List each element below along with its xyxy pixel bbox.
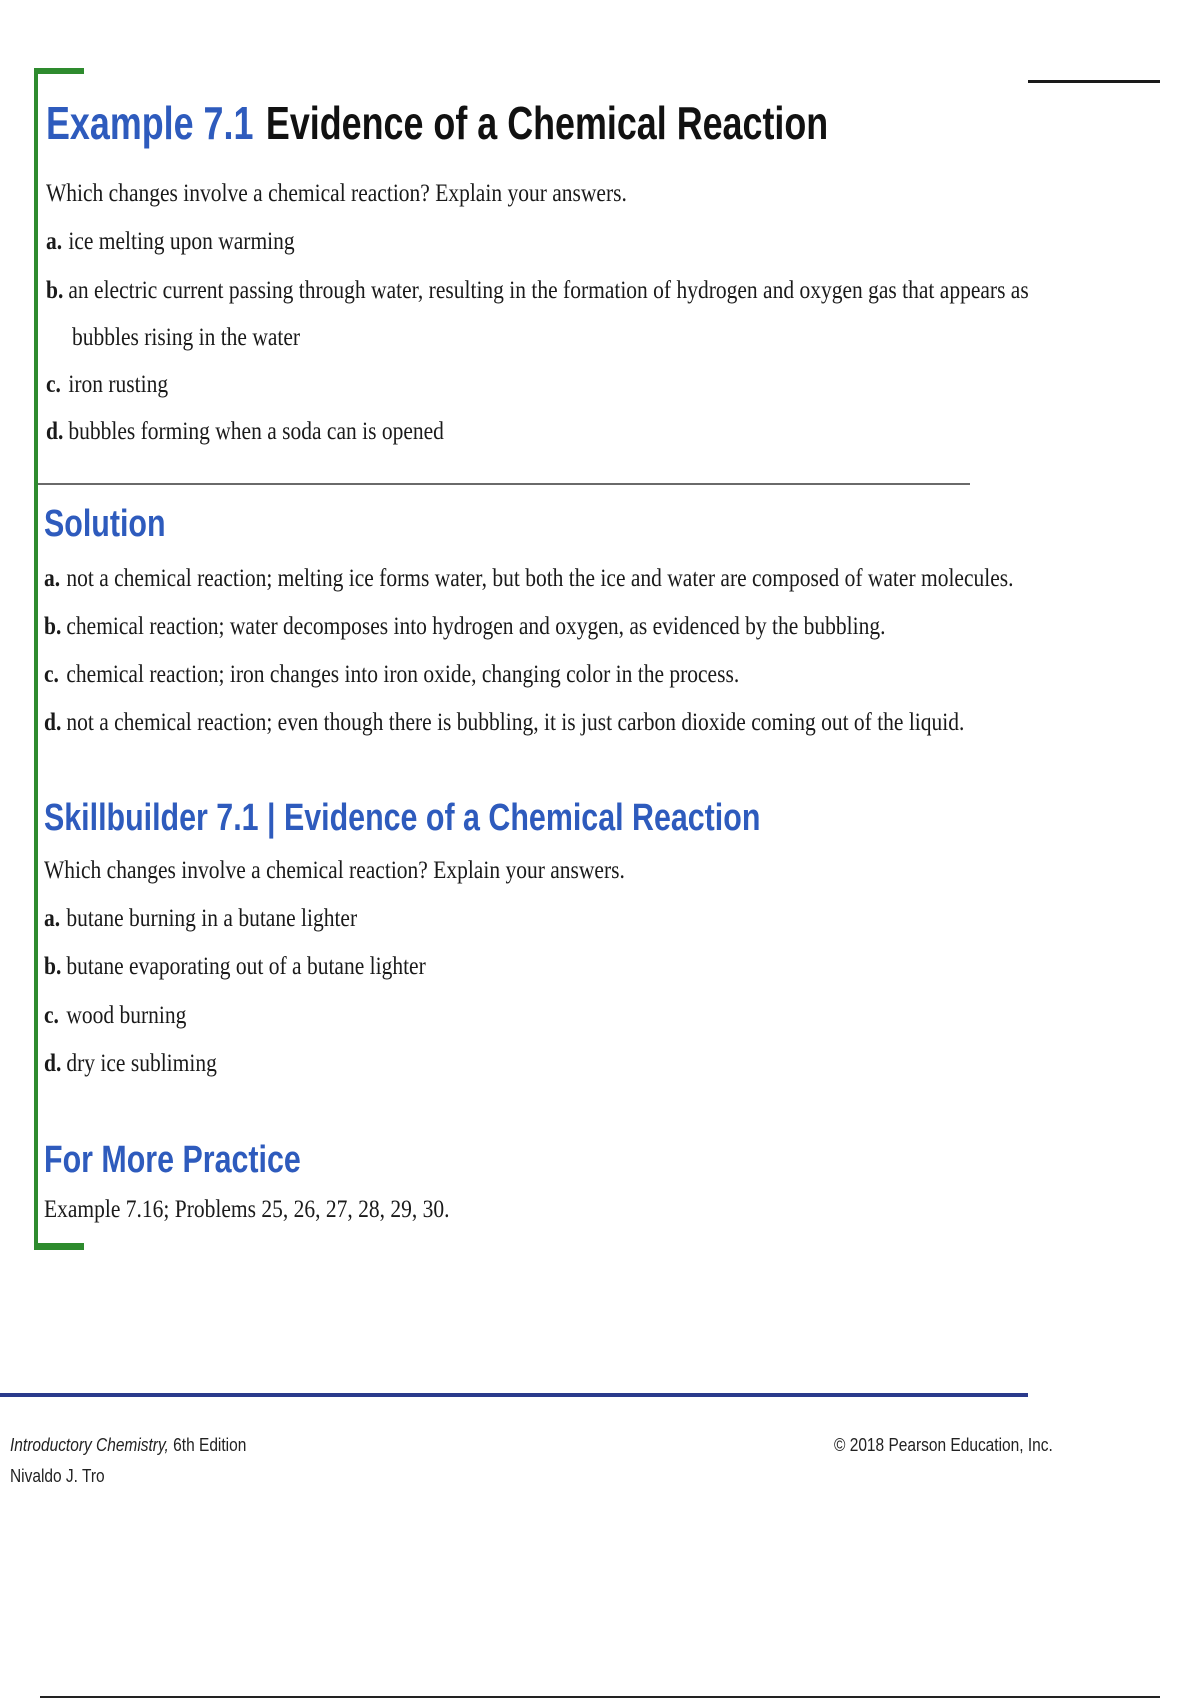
item-text: dry ice subliming: [66, 1050, 217, 1077]
item-letter: c.: [44, 1002, 59, 1029]
example-item-b-continuation: bubbles rising in the water: [72, 324, 301, 351]
skillbuilder-heading: Skillbuilder 7.1 | Evidence of a Chemical Reaction: [44, 797, 761, 839]
example-item-a: [46, 228, 295, 256]
footer-copyright: © 2018 Pearson Education, Inc.: [834, 1435, 1053, 1455]
example-heading: [46, 96, 828, 150]
footer-author: Nivaldo J. Tro: [10, 1466, 105, 1486]
practice-text: Example 7.16; Problems 25, 26, 27, 28, 29, 30.: [44, 1196, 450, 1223]
footer-book-name: Introductory Chemistry,: [10, 1435, 169, 1455]
item-letter: b.: [44, 613, 62, 640]
item-text: chemical reaction; iron changes into iron oxide, changing color in the process.: [66, 661, 740, 688]
skillbuilder-item-a: [44, 905, 357, 933]
item-letter: c.: [44, 661, 59, 688]
solution-heading: Solution: [44, 503, 166, 545]
item-text: not a chemical reaction; even though there is bubbling, it is just carbon dioxide coming out of the liquid.: [66, 709, 965, 736]
solution-item-b: [44, 613, 885, 641]
skillbuilder-item-d: [44, 1050, 217, 1078]
item-text: an electric current passing through water, resulting in the formation of hydrogen and oxygen gas that appears as: [68, 277, 1029, 304]
solution-item-d: [44, 709, 964, 737]
section-divider: [38, 483, 970, 485]
item-letter: a.: [44, 565, 61, 592]
item-text: bubbles forming when a soda can is opened: [68, 418, 444, 445]
footer-rule: [0, 1393, 1028, 1397]
practice-heading: For More Practice: [44, 1139, 301, 1181]
item-text: wood burning: [66, 1002, 187, 1029]
item-letter: a.: [44, 905, 61, 932]
skillbuilder-item-b: [44, 953, 426, 981]
item-letter: d.: [44, 709, 62, 736]
footer-edition: 6th Edition: [168, 1435, 247, 1455]
example-prompt: Which changes involve a chemical reaction? Explain your answers.: [46, 180, 627, 207]
bottom-rule: [40, 1696, 1160, 1698]
example-item-d: [46, 418, 444, 446]
footer-book-title: [10, 1435, 246, 1456]
example-bracket-bottom: [34, 1243, 84, 1250]
item-letter: c.: [46, 371, 61, 398]
item-letter: b.: [46, 277, 64, 304]
item-text: chemical reaction; water decomposes into hydrogen and oxygen, as evidenced by the bubbling.: [66, 613, 886, 640]
skillbuilder-item-c: [44, 1002, 186, 1030]
item-text: ice melting upon warming: [68, 228, 295, 255]
item-text: butane evaporating out of a butane lighter: [66, 953, 426, 980]
item-text: not a chemical reaction; melting ice forms water, but both the ice and water are composed of water molecules.: [66, 565, 1014, 592]
item-text: butane burning in a butane lighter: [66, 905, 358, 932]
item-letter: d.: [44, 1050, 62, 1077]
item-letter: a.: [46, 228, 63, 255]
item-letter: d.: [46, 418, 64, 445]
example-item-b: [46, 277, 1029, 305]
example-label: Example 7.1: [46, 97, 254, 149]
solution-item-c: [44, 661, 739, 689]
item-letter: b.: [44, 953, 62, 980]
top-right-rule: [1028, 80, 1160, 83]
solution-item-a: [44, 565, 1014, 593]
example-title: Evidence of a Chemical Reaction: [265, 97, 829, 149]
example-item-c: [46, 371, 168, 399]
example-bracket-vertical: [34, 68, 38, 1250]
item-text: iron rusting: [68, 371, 169, 398]
skillbuilder-prompt: Which changes involve a chemical reaction? Explain your answers.: [44, 857, 625, 884]
example-bracket-top: [34, 68, 84, 74]
